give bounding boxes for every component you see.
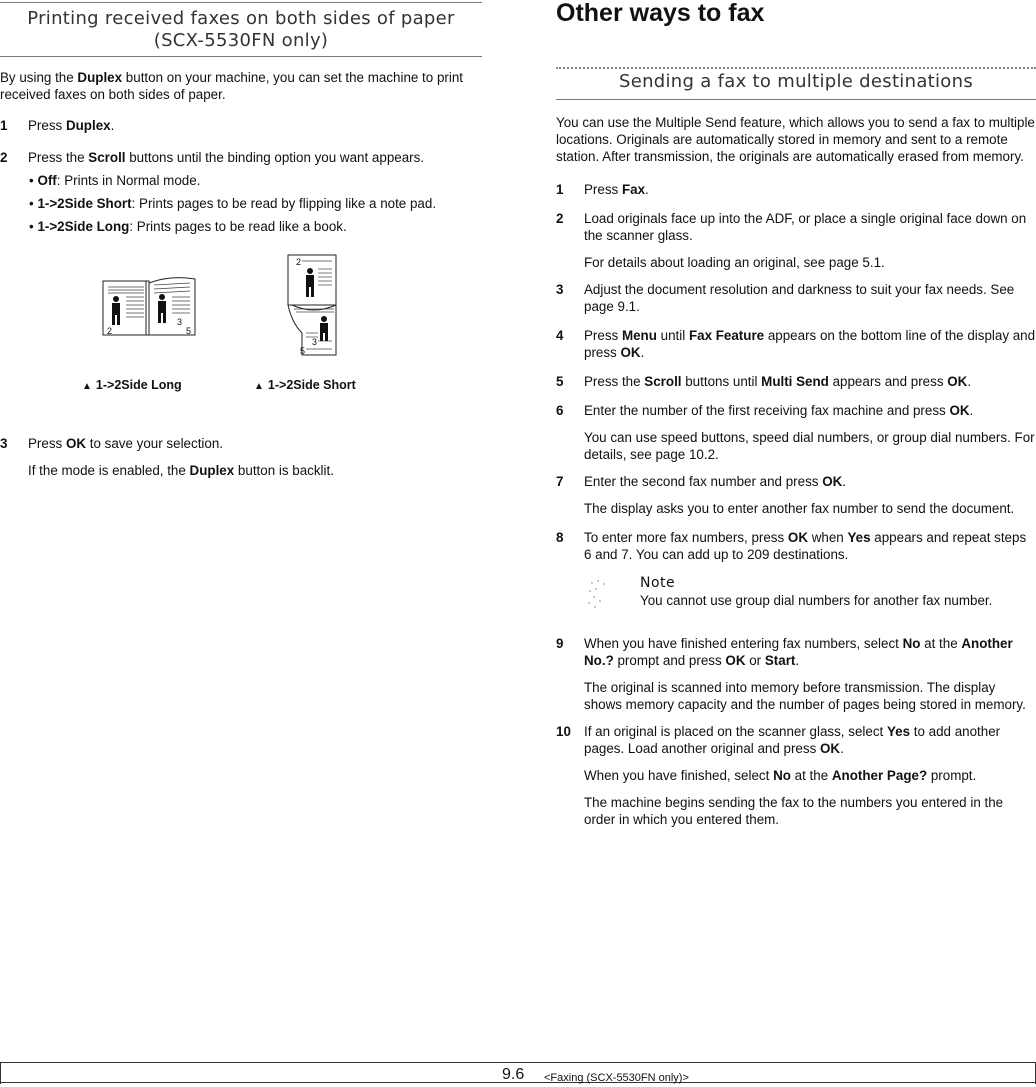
note-icon (586, 577, 626, 613)
multi-send-step-10: 10 If an original is placed on the scanner glass, select Yes to add another pages. Load another original and press OK. (556, 724, 1001, 756)
left-column (0, 0, 482, 479)
duplex-step-3: 3 Press OK to save your selection. (0, 436, 224, 451)
duplex-heading-line1: Printing received faxes on both sides of paper (27, 8, 455, 29)
multi-send-step-9-note: The original is scanned into memory before transmission. The display shows memory capacity and the number of pages being stored in memory. (584, 680, 1026, 712)
multi-send-section-heading: Sending a fax to multiple destinations (556, 67, 1036, 100)
multi-send-step-6-note: You can use speed buttons, speed dial numbers, or group dial numbers. For details, see page 10.2. (584, 430, 1035, 462)
multi-send-step-8: 8 To enter more fax numbers, press OK when Yes appears and repeat steps 6 and 7. You can add up to 209 destinations. (556, 530, 1027, 562)
duplex-intro: By using the Duplex button on your machine, you can set the machine to print received faxes on both sides of paper. (0, 70, 463, 102)
multi-send-step-10-note-2: The machine begins sending the fax to the numbers you entered in the order in which you entered them. (584, 795, 1004, 827)
multi-send-step-3: 3 Adjust the document resolution and darkness to suit your fax needs. See page 9.1. (556, 282, 1015, 314)
duplex-step-3-note: If the mode is enabled, the Duplex button is backlit. (28, 463, 334, 478)
binding-option-long: • 1->2Side Long: Prints pages to be read like a book. (29, 219, 347, 234)
duplex-step-1: 1 Press Duplex. (0, 118, 115, 133)
fig-caption-long: ▲ 1->2Side Long (82, 378, 182, 392)
multi-send-step-1: 1 Press Fax. (556, 182, 649, 197)
multi-send-step-7-note: The display asks you to enter another fax number to send the document. (584, 501, 1015, 516)
short-page-number-3: 3 (312, 337, 318, 347)
duplex-section-heading (0, 2, 482, 57)
binding-option-short: • 1->2Side Short: Prints pages to be read by flipping like a note pad. (29, 196, 437, 211)
chapter-title: Other ways to fax (556, 0, 765, 27)
fig-caption-short: ▲ 1->2Side Short (254, 378, 356, 392)
multi-send-step-5: 5 Press the Scroll buttons until Multi Send appears and press OK. (556, 374, 972, 389)
multi-send-step-4: 4 Press Menu until Fax Feature appears on the bottom line of the display and press OK. (556, 328, 1036, 360)
multi-send-step-2-note: For details about loading an original, see page 5.1. (584, 255, 885, 270)
right-column (556, 0, 1036, 828)
multi-send-step-6: 6 Enter the number of the first receiving fax machine and press OK. (556, 403, 974, 418)
multi-send-intro: You can use the Multiple Send feature, which allows you to send a fax to multiple locations. Originals are automatically stored in memory and sent to a remote station. After transmission, the originals are automatically erased from memory. (556, 115, 1035, 164)
page-number: 9.6 (502, 1066, 525, 1083)
multi-send-step-2: 2 Load originals face up into the ADF, or place a single original face down on the scanner glass. (556, 211, 1027, 243)
footer-chapter: <Faxing (SCX-5530FN only)> (544, 1072, 689, 1084)
binding-option-off: • Off: Prints in Normal mode. (29, 173, 201, 188)
long-page-number-2: 2 (107, 326, 113, 336)
long-page-number-5: 5 (186, 326, 192, 336)
short-page-number-2: 2 (296, 257, 302, 267)
multi-send-step-10-note-1: When you have finished, select No at the Another Page? prompt. (584, 768, 977, 783)
duplex-heading-line2: (SCX-5530FN only) (153, 30, 329, 51)
short-page-number-5: 5 (300, 346, 306, 356)
multi-send-step-9: 9 When you have finished entering fax numbers, select No at the Another No.? prompt and press OK or Start. (556, 636, 1013, 668)
note-text: You cannot use group dial numbers for another fax number. (640, 593, 993, 608)
duplex-figures (0, 253, 482, 403)
duplex-step-2: 2 Press the Scroll buttons until the binding option you want appears. (0, 150, 425, 165)
note-box (556, 575, 1036, 609)
note-title: Note (640, 575, 676, 591)
multi-send-step-7: 7 Enter the second fax number and press OK. (556, 474, 847, 489)
book-binding-illustration (100, 273, 200, 337)
long-page-number-3: 3 (177, 317, 183, 327)
